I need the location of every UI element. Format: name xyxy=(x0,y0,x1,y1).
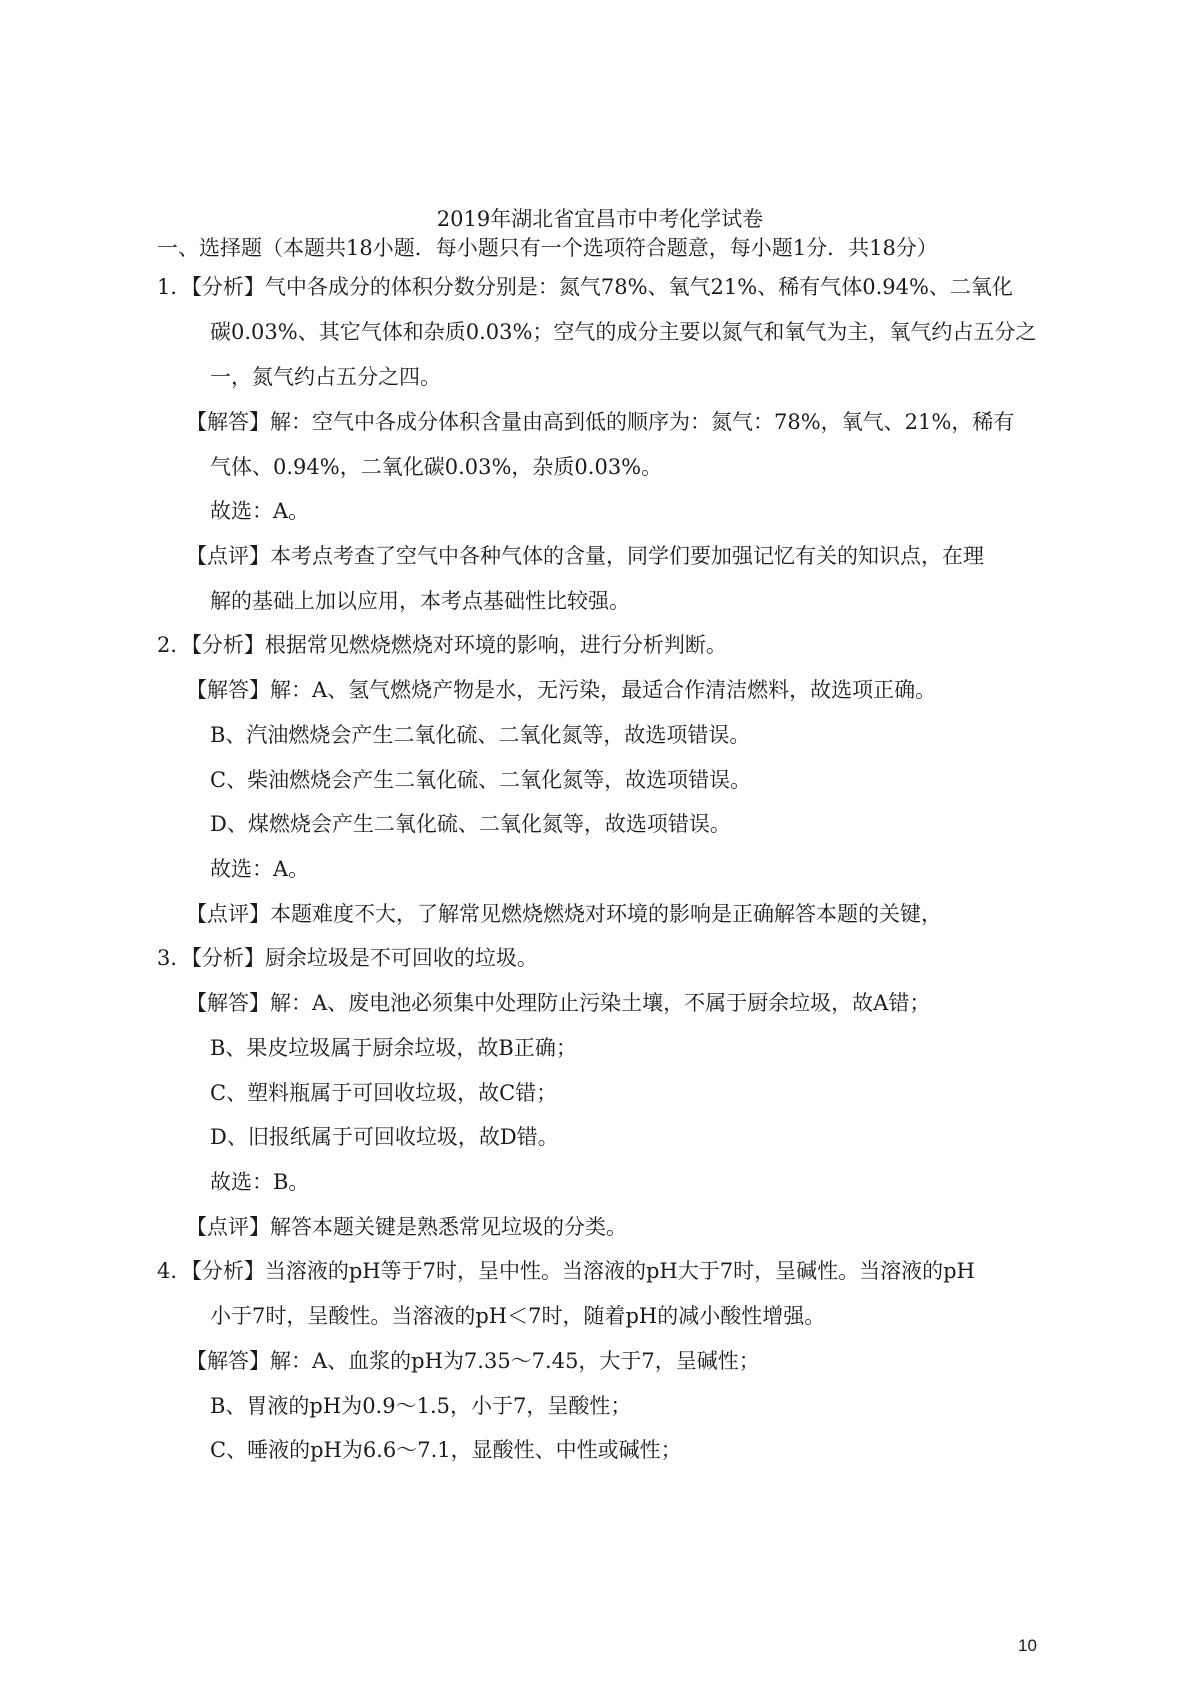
text-line: 解的基础上加以应用，本考点基础性比较强。 xyxy=(210,589,630,613)
text-line: B、汽油燃烧会产生二氧化硫、二氧化氮等，故选项错误。 xyxy=(210,723,751,747)
text-line: 4．【分析】当溶液的pH等于7时，呈中性。当溶液的pH大于7时，呈碱性。当溶液的pH xyxy=(157,1259,975,1283)
text-line: 3．【分析】厨余垃圾是不可回收的垃圾。 xyxy=(157,946,538,970)
text-line: 【解答】解：A、废电池必须集中处理防止污染土壤，不属于厨余垃圾，故A错； xyxy=(186,991,931,1015)
text-line: 【解答】解：A、氢气燃烧产物是水，无污染，最适合作清洁燃料，故选项正确。 xyxy=(186,678,937,702)
text-line: 1．【分析】气中各成分的体积分数分别是：氮气78%、氧气21%、稀有气体0.94%、二氧化 xyxy=(157,275,1013,299)
section-heading: 一、选择题（本题共18小题．每小题只有一个选项符合题意，每小题1分．共18分） xyxy=(157,236,938,260)
text-line: D、煤燃烧会产生二氧化硫、二氧化氮等，故选项错误。 xyxy=(210,812,731,836)
text-line: B、果皮垃圾属于厨余垃圾，故B正确； xyxy=(210,1036,577,1060)
text-line: 【解答】解：A、血浆的pH为7.35～7.45，大于7，呈碱性； xyxy=(186,1349,760,1373)
document-title: 2019年湖北省宜昌市中考化学试卷 xyxy=(436,207,764,231)
text-line: C、柴油燃烧会产生二氧化硫、二氧化氮等，故选项错误。 xyxy=(210,768,752,792)
text-line: 小于7时，呈酸性。当溶液的pH＜7时，随着pH的减小酸性增强。 xyxy=(210,1304,826,1328)
text-line: C、塑料瓶属于可回收垃圾，故C错； xyxy=(210,1081,558,1105)
text-line: 【点评】解答本题关键是熟悉常见垃圾的分类。 xyxy=(186,1215,627,1239)
text-line: 故选：B。 xyxy=(210,1170,310,1194)
text-line: 气体、0.94%，二氧化碳0.03%，杂质0.03%。 xyxy=(210,455,663,479)
page-number: 10 xyxy=(1018,1636,1037,1655)
text-line: 故选：A。 xyxy=(210,857,310,881)
text-line: 【点评】本题难度不大，了解常见燃烧燃烧对环境的影响是正确解答本题的关键， xyxy=(186,902,942,926)
text-line: 碳0.03%、其它气体和杂质0.03%；空气的成分主要以氮气和氧气为主，氧气约占五分之 xyxy=(210,320,1037,344)
text-line: 一，氮气约占五分之四。 xyxy=(210,365,441,389)
text-line: B、胃液的pH为0.9～1.5，小于7，呈酸性； xyxy=(210,1394,632,1418)
text-line: 【解答】解：空气中各成分体积含量由高到低的顺序为：氮气：78%，氧气、21%，稀有 xyxy=(186,410,1015,434)
text-line: C、唾液的pH为6.6～7.1，显酸性、中性或碱性； xyxy=(210,1438,682,1462)
text-line: 故选：A。 xyxy=(210,499,310,523)
text-line: D、旧报纸属于可回收垃圾，故D错。 xyxy=(210,1125,559,1149)
text-line: 2．【分析】根据常见燃烧燃烧对环境的影响，进行分析判断。 xyxy=(157,633,727,657)
text-line: 【点评】本考点考查了空气中各种气体的含量，同学们要加强记忆有关的知识点，在理 xyxy=(186,544,984,568)
